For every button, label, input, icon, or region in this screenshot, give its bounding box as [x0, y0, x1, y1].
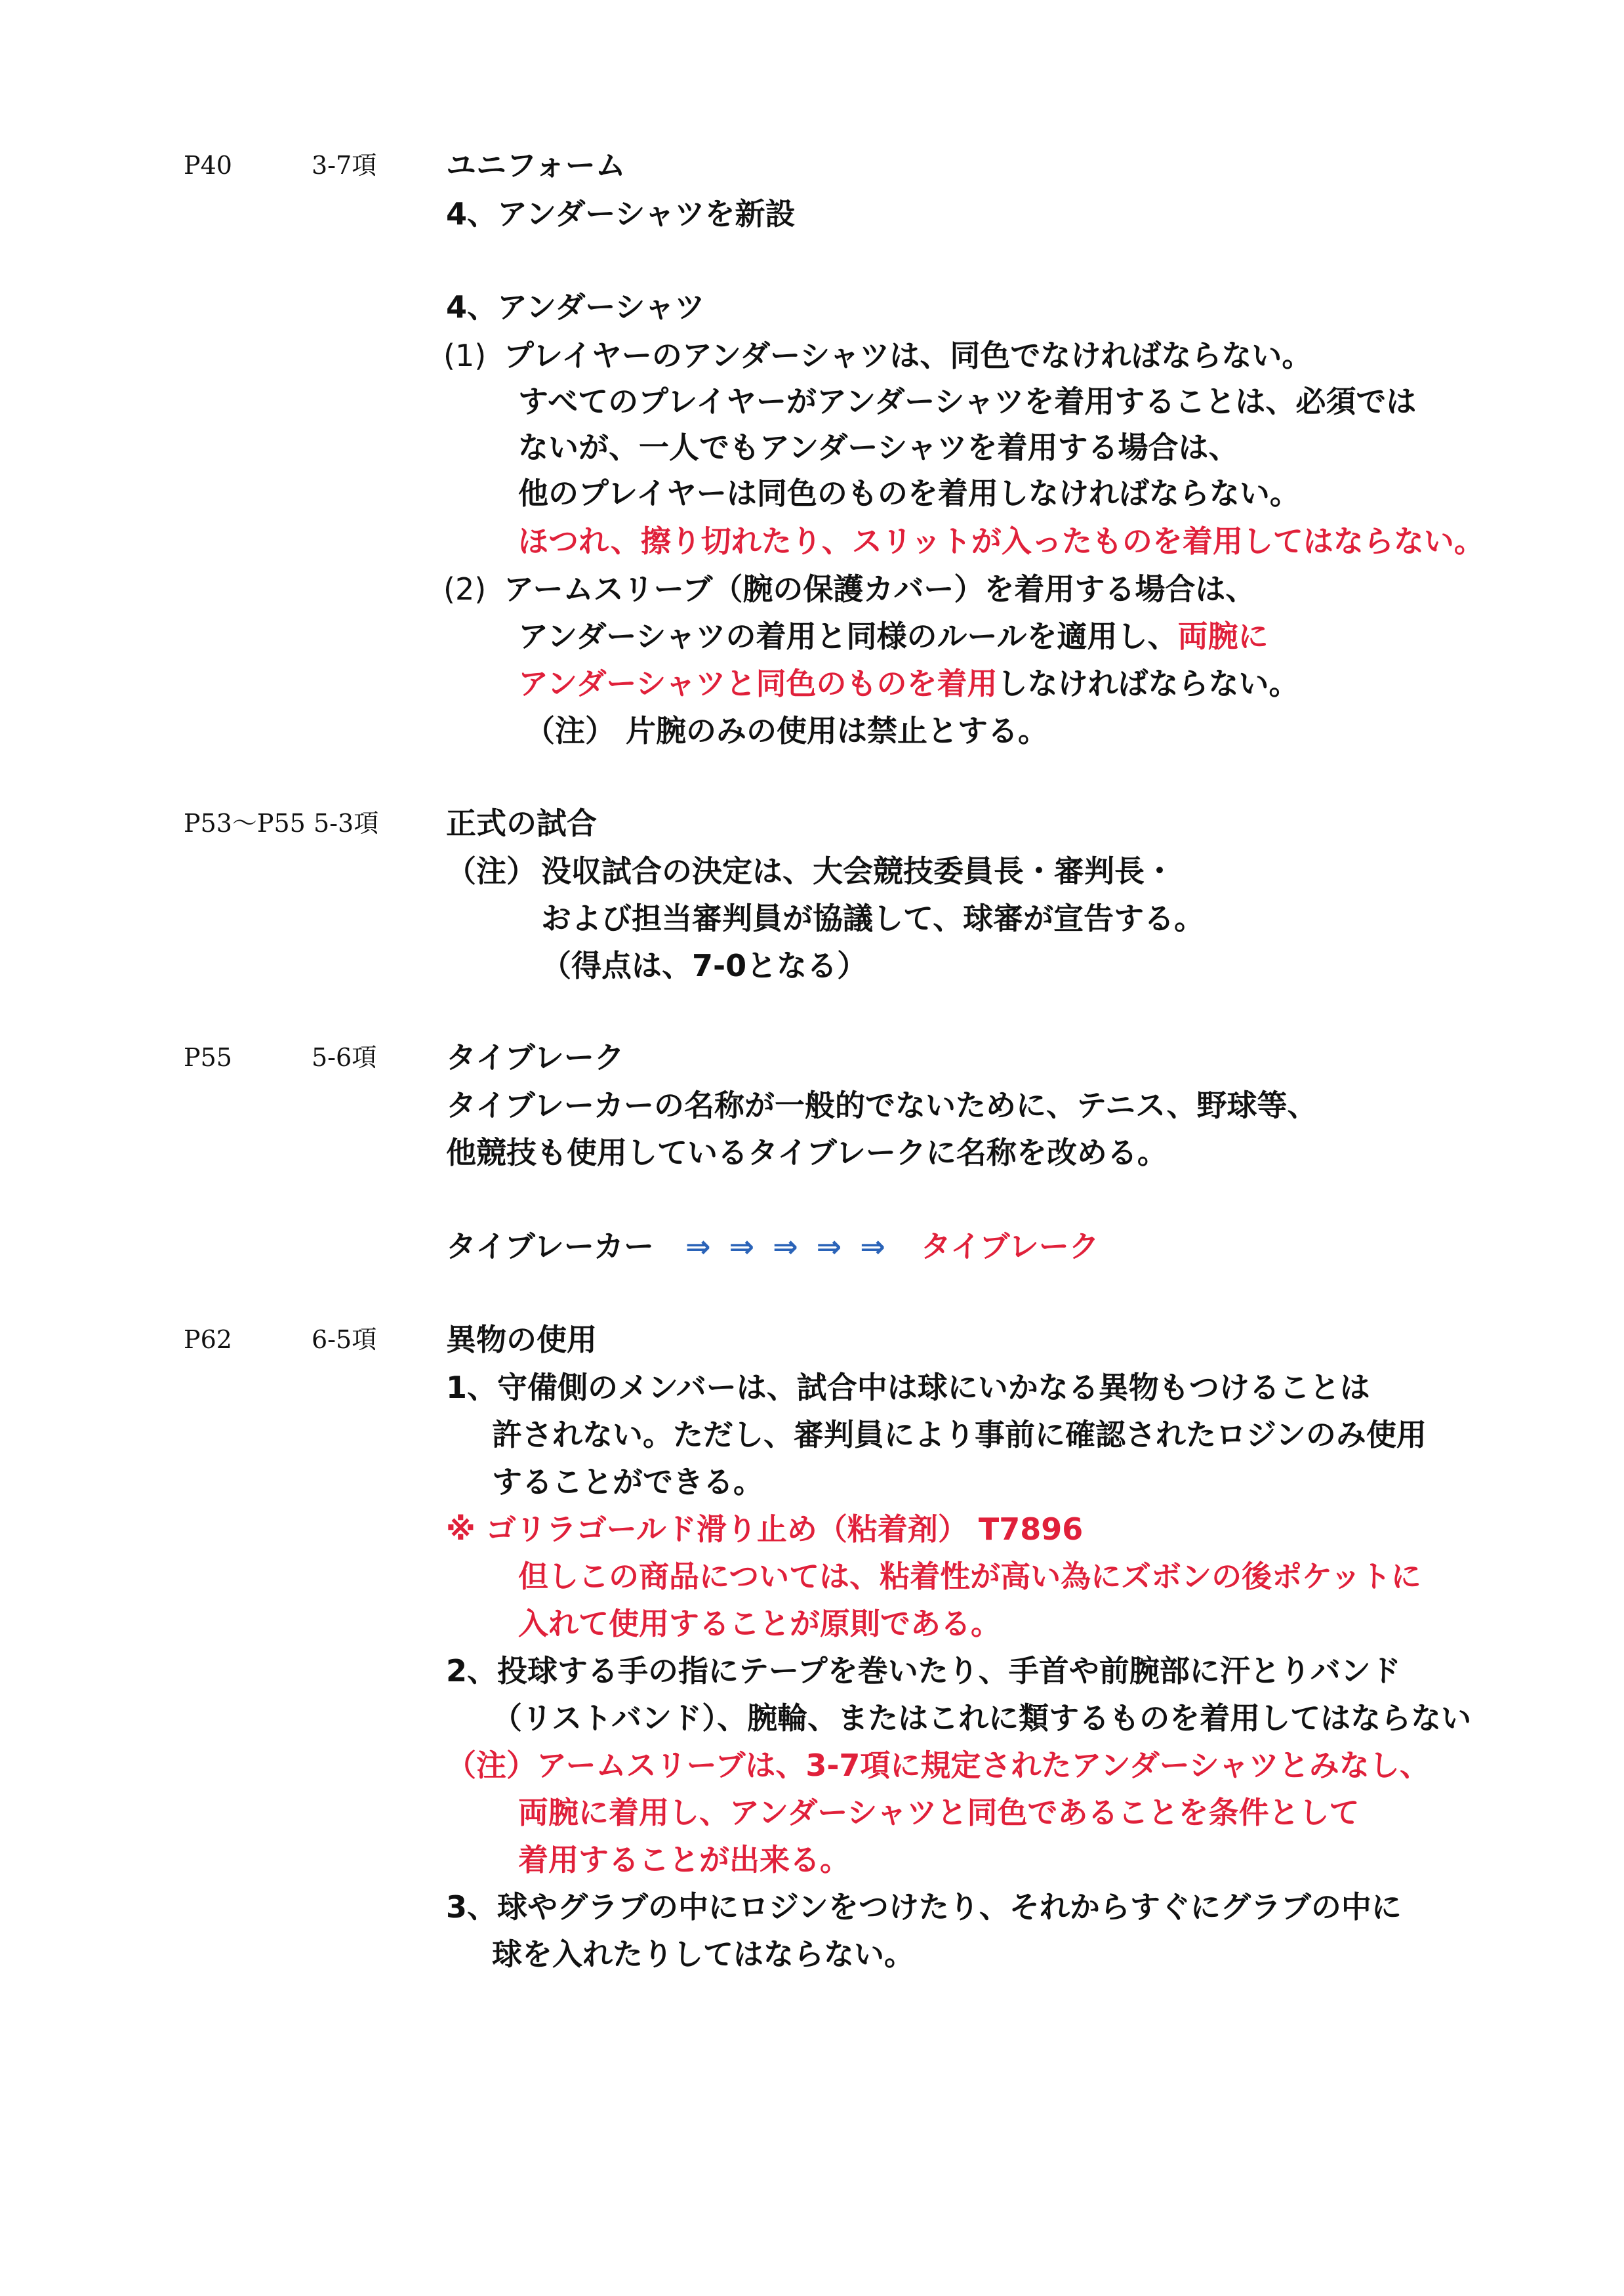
para2-line2-highlight: 両腕に [1177, 619, 1269, 654]
para1-line4: 他のプレイヤーは同色のものを着用しなければならない。 [518, 476, 1300, 511]
para1-line3: ないが、一人でもアンダーシャツを着用する場合は、 [518, 430, 1239, 465]
summary-line: 4、アンダーシャツを新設 [446, 196, 796, 232]
product-line3: 入れて使用することが原則である。 [518, 1606, 1001, 1641]
para2-line2-text: アンダーシャツの着用と同様のルールを適用し、 [518, 619, 1178, 654]
item-ref-5-6: 5-6項 [312, 1043, 377, 1072]
forfeit-line2: および担当審判員が協議して、球審が宣告する。 [541, 901, 1205, 936]
section-title-foreign-substance: 異物の使用 [446, 1322, 597, 1357]
note-line1: （注）アームスリーブは、3-7項に規定されたアンダーシャツとみなし、 [446, 1748, 1430, 1783]
page-ref-p55: P55 [184, 1043, 232, 1072]
tiebreak-line1: タイブレーカーの名称が一般的でないために、テニス、野球等、 [446, 1088, 1318, 1123]
section-title-uniform: ユニフォーム [446, 148, 626, 183]
product-line2: 但しこの商品については、粘着性が高い為にズボンの後ポケットに [518, 1559, 1421, 1594]
forfeit-line3: （得点は、7-0となる） [541, 948, 868, 983]
subtitle-undershirt: 4、アンダーシャツ [446, 289, 705, 325]
note-line2: 両腕に着用し、アンダーシャツと同色であることを条件として [518, 1795, 1360, 1830]
para2-note: （注） 片腕のみの使用は禁止とする。 [525, 713, 1049, 748]
page-ref-p40: P40 [184, 151, 232, 180]
para1-line1: プレイヤーのアンダーシャツは、同色でなければならない。 [504, 338, 1312, 373]
forfeit-line1: 没収試合の決定は、大会競技委員長・審判長・ [541, 853, 1175, 889]
item1-line1: 1、守備側のメンバーは、試合中は球にいかなる異物もつけることは [446, 1370, 1370, 1405]
item2-line1: 2、投球する手の指にテープを巻いたり、手首や前腕部に汗とりバンド [446, 1653, 1401, 1689]
para2-line3-highlight: アンダーシャツと同色のものを着用 [518, 666, 998, 701]
para-number-1: (1) [443, 338, 487, 373]
para1-line2: すべてのプレイヤーがアンダーシャツを着用することは、必須では [518, 384, 1417, 419]
note-mark: （注） [446, 853, 537, 889]
new-name: タイブレーク [920, 1229, 1099, 1264]
para2-line3 [518, 664, 1299, 703]
para2-line3-text: しなければならない。 [997, 666, 1299, 701]
note-line3: 着用することが出来る。 [518, 1842, 850, 1877]
item1-line2: 許されない。ただし、審判員により事前に確認されたロジンのみ使用 [492, 1417, 1427, 1452]
para-number-2: (2) [443, 571, 487, 607]
item3-line1: 3、球やグラブの中にロジンをつけたり、それからすぐにグラブの中に [446, 1889, 1402, 1925]
rename-row [446, 1227, 1099, 1266]
old-name: タイブレーカー [446, 1229, 654, 1264]
page-ref-p62: P62 [184, 1325, 232, 1354]
para1-line5-highlight: ほつれ、擦り切れたり、スリットが入ったものを着用してはならない。 [518, 523, 1484, 559]
para2-line2 [518, 617, 1269, 656]
arrow-icons: ⇒ ⇒ ⇒ ⇒ ⇒ [685, 1229, 889, 1264]
section-title-tiebreak: タイブレーク [446, 1040, 624, 1075]
page-ref-p53-p55: P53～P55 [184, 809, 306, 838]
item1-line3: することができる。 [492, 1464, 763, 1500]
item-ref-3-7: 3-7項 [312, 151, 377, 180]
tiebreak-line2: 他競技も使用しているタイブレークに名称を改める。 [446, 1135, 1167, 1170]
item-ref-6-5: 6-5項 [312, 1325, 377, 1354]
item3-line2: 球を入れたりしてはならない。 [492, 1937, 914, 1972]
item-ref-5-3: 5-3項 [314, 809, 379, 838]
section-title-official-game: 正式の試合 [446, 806, 597, 841]
para2-line1: アームスリーブ（腕の保護カバー）を着用する場合は、 [504, 571, 1256, 607]
item2-line2: （リストバンド）、腕輪、またはこれに類するものを着用してはならない [492, 1700, 1472, 1736]
product-line1: ※ ゴリラゴールド滑り止め（粘着剤） T7896 [446, 1511, 1084, 1547]
